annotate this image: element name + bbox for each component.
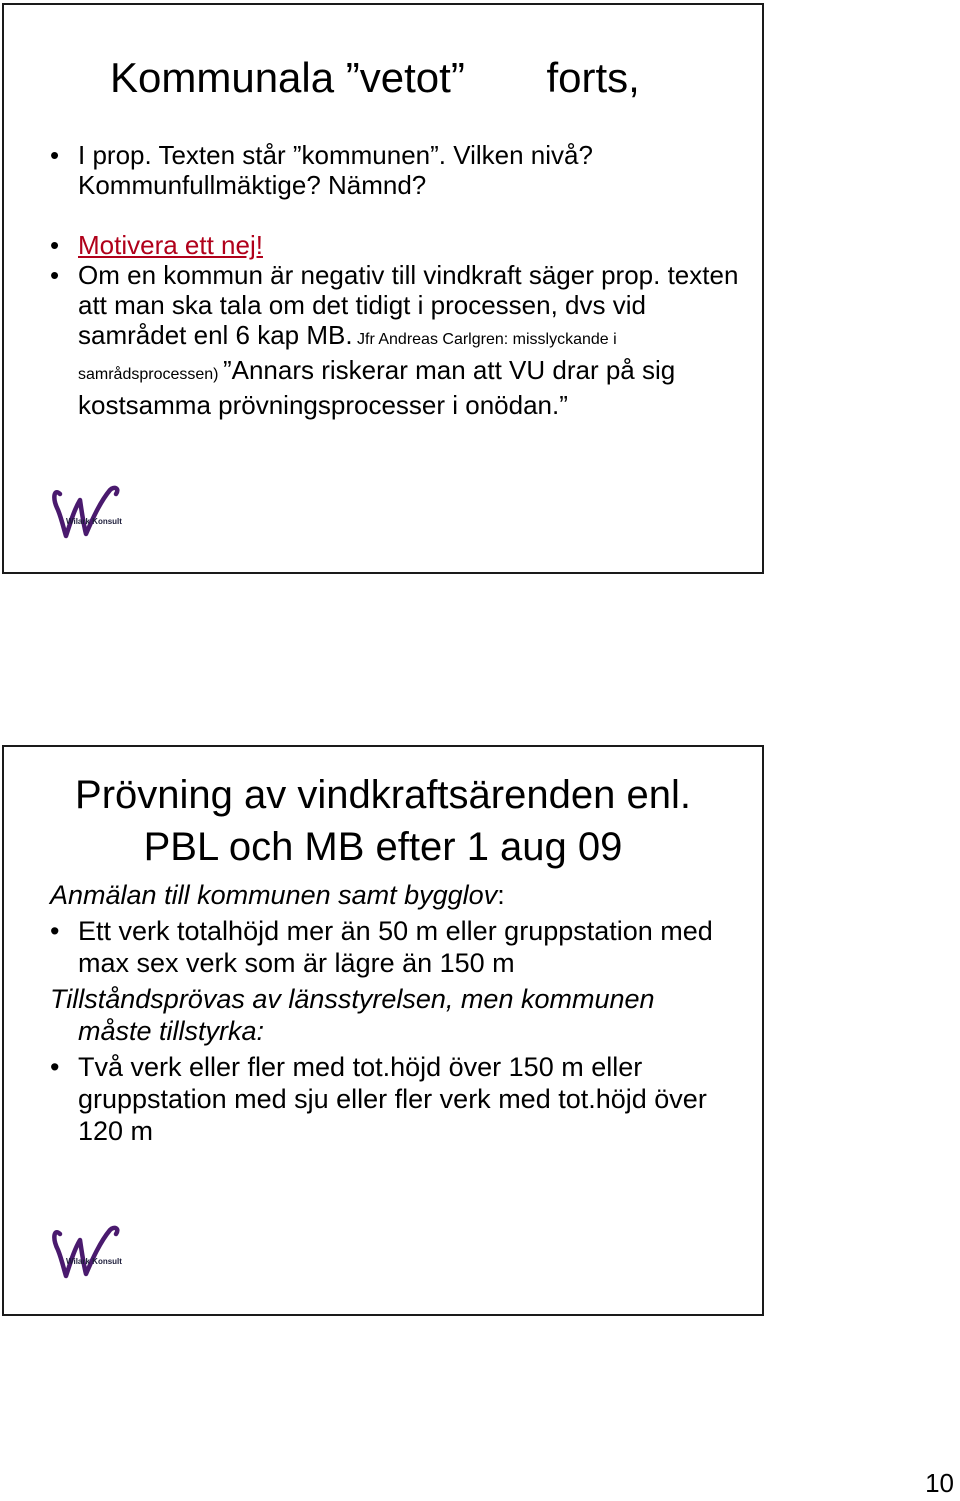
slide-2-body — [50, 879, 750, 1151]
slide-1-title: Kommunala ”vetot” forts, — [110, 54, 640, 101]
slide-2 — [2, 745, 764, 1316]
logo-text: Wilark Konsult — [66, 1257, 122, 1266]
slide-1-bullet-list — [50, 140, 740, 420]
bullet-text: I prop. Texten står ”kommunen”. Vilken nivå? Kommunfullmäktige? Nämnd? — [78, 140, 593, 200]
slide-2-title-line-1: Prövning av vindkraftsärenden enl. — [75, 773, 691, 817]
slide-1 — [2, 3, 764, 574]
list-item — [50, 230, 740, 260]
slide-2-list-1 — [50, 915, 750, 979]
slide-2-list-2 — [50, 1051, 750, 1147]
bullet-text: Om en kommun är negativ till vindkraft säger prop. texten att man ska tala om det tidigt i processen, dvs vid samrådet enl 6 kap MB. — [78, 260, 739, 350]
list-item: • Ett verk totalhöjd mer än 50 m eller gruppstation med max sex verk som är lägre än 150 m — [50, 915, 750, 979]
company-logo — [50, 1220, 125, 1282]
list-item — [50, 140, 740, 200]
list-item — [50, 260, 740, 420]
section-heading-line-1: Tillståndsprövas av länsstyrelsen, men kommunen — [50, 984, 655, 1014]
logo-text: Wilark Konsult — [66, 517, 122, 526]
section-heading-colon: : — [497, 880, 505, 910]
logo-w-icon — [50, 480, 125, 542]
section-heading-line-2: måste tillstyrka: — [78, 1016, 265, 1046]
slide-2-title — [4, 769, 762, 873]
bullet-text-emphasis: Motivera ett nej! — [78, 230, 263, 260]
slide-2-title-line-2: PBL och MB efter 1 aug 09 — [143, 825, 623, 869]
company-logo — [50, 480, 125, 542]
section-heading-text: Anmälan till kommunen samt bygglov — [50, 880, 498, 910]
logo-w-icon — [50, 1220, 125, 1282]
list-item: • Två verk eller fler med tot.höjd över 150 m eller gruppstation med sju eller fler verk med tot.höjd över 120 m — [50, 1051, 750, 1147]
section-heading — [50, 879, 750, 911]
page-number: 10 — [925, 1468, 954, 1498]
bullet-note: Jfr Andreas Carlgren: misslyckande i samrådsprocessen) — [78, 331, 617, 383]
bullet-text-quote: ”Annars riskerar man att VU drar på sig kostsamma prövningsprocesser i onödan.” — [78, 355, 676, 420]
